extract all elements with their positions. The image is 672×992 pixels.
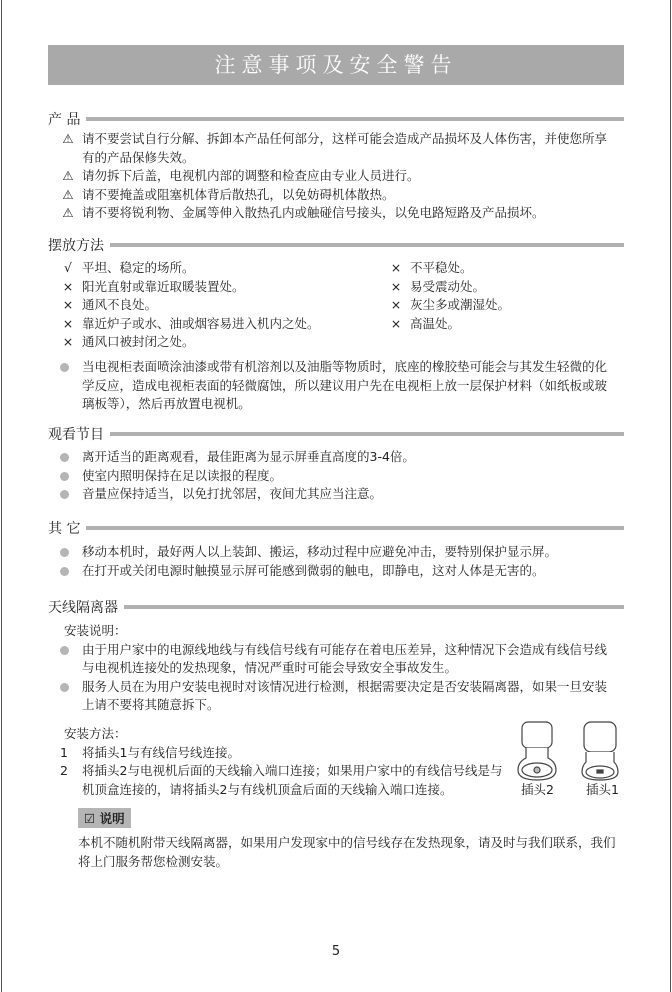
page-edge-right [670,0,671,992]
bullet-icon [60,683,69,692]
section-placement [48,236,624,414]
section-product [48,110,624,223]
cross-icon: × [62,278,74,294]
warning-triangle-icon: ⚠ [62,131,74,146]
list-item: 1 将插头1与有线信号线连接。 [48,744,508,763]
section-heading: 观看节目 [48,427,104,443]
section-heading: 天线隔离器 [48,600,118,616]
list-item: 当电视柜表面喷涂油漆或带有机溶剂以及油脂等物质时，底座的橡胶垫可能会与其发生轻微的化学反应，造成电视柜表面的轻微腐蚀，所以建议用户先在电视柜上放一层保护材料（如纸板或玻璃板等），然后再放置电视机。 [48,358,624,414]
plug-1-icon [582,722,618,780]
step-number: 2 [60,763,68,779]
section-heading: 摆放方法 [48,238,104,254]
bullet-icon [60,567,69,576]
section-viewing [48,425,624,504]
bullet-icon [60,363,69,372]
bullet-icon [60,646,69,655]
list-item: 2 将插头2与电视机后面的天线输入端口连接；如果用户家中的有线信号线是与机顶盒连接的，请将插头2与有线机顶盒后面的天线输入端口连接。 [48,762,508,799]
plug-1-label: 插头1 [586,782,619,797]
page-edge-left [1,0,2,992]
section-heading: 产 品 [48,112,81,128]
section-other [48,519,624,580]
checkbox-pencil-icon: ☑ [84,811,96,827]
cross-icon: × [62,334,74,350]
note-badge: ☑ 说明 [78,808,131,828]
bullet-icon [60,472,69,481]
install-method-label: 安装方法： [64,725,127,741]
plug-illustrations [514,718,624,784]
list-item: 移动本机时，最好两人以上装卸、搬运，移动过程中应避免冲击，要特别保护显示屏。 [48,543,624,562]
cross-icon: × [390,315,402,331]
cross-icon: × [62,315,74,331]
plug-2-label: 插头2 [521,782,554,797]
heading-rule [110,243,624,247]
heading-rule [124,605,624,609]
heading-rule [86,117,624,121]
check-icon: √ [64,260,72,275]
page-title: 注意事项及安全警告 [48,45,624,85]
cross-icon: × [390,260,402,275]
list-item: 离开适当的距离观看，最佳距离为显示屏垂直高度的3-4倍。 [48,448,624,467]
heading-rule [86,526,624,530]
warning-triangle-icon: ⚠ [62,168,74,184]
list-item: 使室内照明保持在足以读报的程度。 [48,467,624,486]
list-item: 在打开或关闭电源时触摸显示屏可能感到微弱的触电，即静电，这对人体是无害的。 [48,562,624,581]
list-item: × 不平稳处。 [388,259,618,278]
list-item: × 灰尘多或潮湿处。 [388,296,618,315]
install-desc-label: 安装说明： [64,623,127,638]
list-item: ⚠ 请不要将锐利物、金属等伸入散热孔内或触碰信号接头，以免电路短路及产品损坏。 [48,204,624,223]
cross-icon: × [390,297,402,313]
list-item: 服务人员在为用户安装电视时对该情况进行检测，根据需要决定是否安装隔离器，如果一旦安装上请不要将其随意拆下。 [48,678,624,715]
list-item: × 高温处。 [388,315,618,334]
note-text: 本机不随机附带天线隔离器，如果用户发现家中的信号线存在发热现象，请及时与我们联系，我们将上门服务帮您检测安装。 [78,835,616,869]
list-item: × 通风不良处。 [48,296,388,315]
step-number: 1 [60,744,68,760]
bullet-icon [60,453,69,462]
list-item: ⚠ 请勿拆下后盖，电视机内部的调整和检查应由专业人员进行。 [48,167,624,186]
warning-triangle-icon: ⚠ [62,186,74,202]
bullet-icon [60,490,69,499]
list-item: 音量应保持适当，以免打扰邻居，夜间尤其应当注意。 [48,485,624,504]
list-item: × 靠近炉子或水、油或烟容易进入机内之处。 [48,315,388,334]
list-item: ⚠ 请不要掩盖或阻塞机体背后散热孔，以免妨碍机体散热。 [48,186,624,205]
page-number: 5 [331,944,341,959]
list-item: √ 平坦、稳定的场所。 [48,259,388,278]
bullet-icon [60,548,69,557]
warning-triangle-icon: ⚠ [62,205,74,221]
heading-rule [110,432,624,436]
cross-icon: × [62,297,74,313]
section-heading: 其 它 [48,521,81,537]
list-item: × 阳光直射或靠近取暖装置处。 [48,278,388,297]
list-item: 由于用户家中的电源线地线与有线信号线有可能存在着电压差异，这种情况下会造成有线信号线与电视机连接处的发热现象，情况严重时可能会导致安全事故发生。 [48,641,624,678]
list-item: × 通风口被封闭之处。 [48,333,388,352]
list-item: × 易受震动处。 [388,278,618,297]
plug-2-icon [518,722,556,780]
cross-icon: × [390,278,402,294]
list-item: ⚠ 请不要尝试自行分解、拆卸本产品任何部分，这样可能会造成产品损坏及人体伤害，并使您所享有的产品保修失效。 [48,130,624,167]
